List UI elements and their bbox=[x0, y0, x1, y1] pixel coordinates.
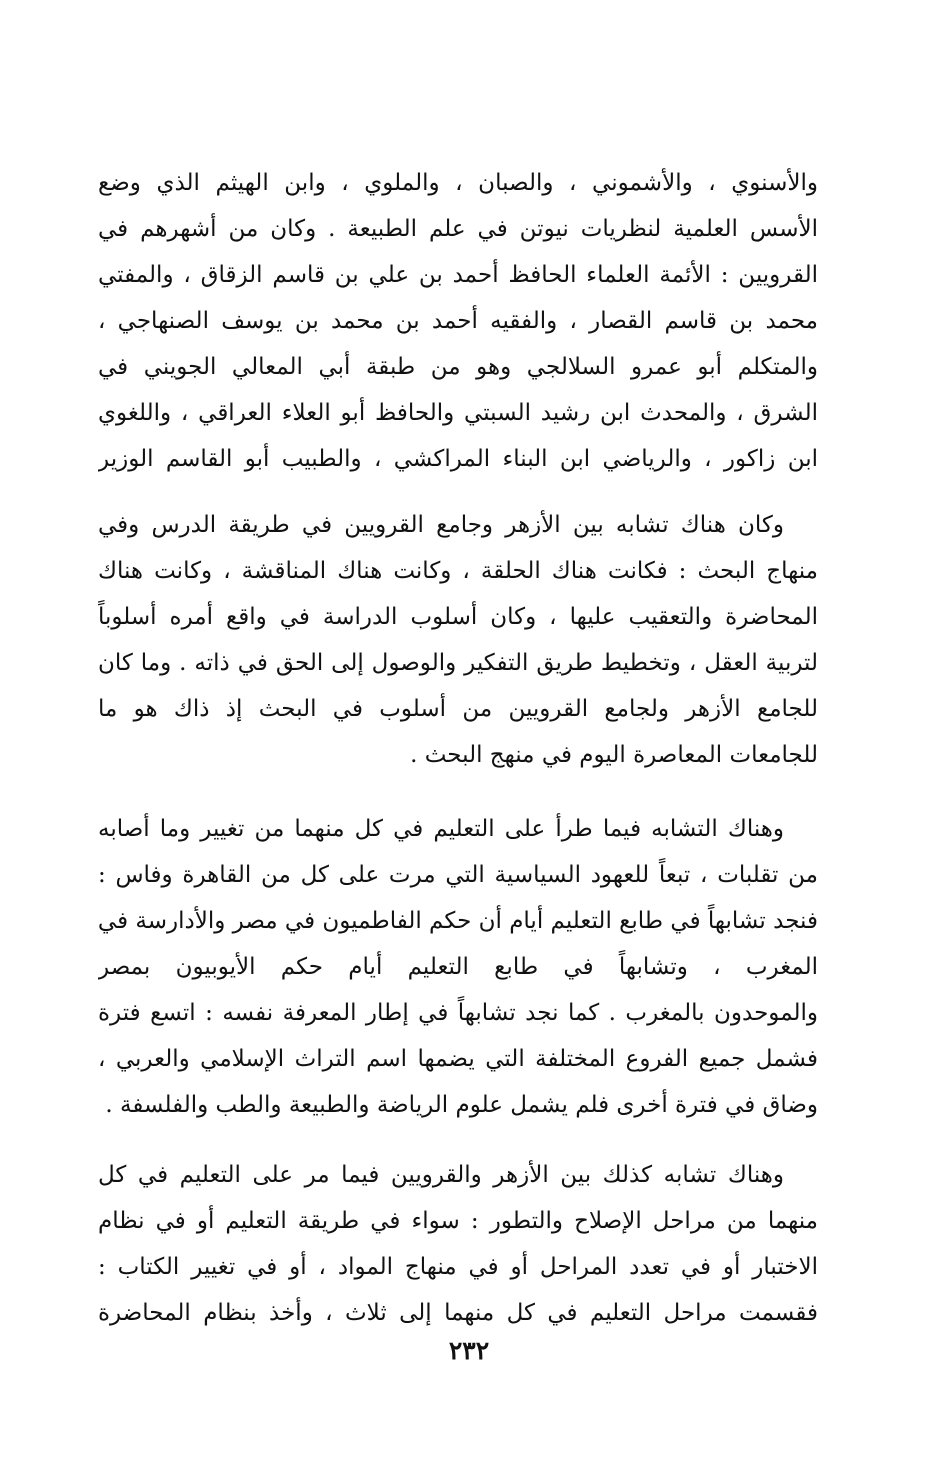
text-line: الأسس العلمية لنظريات نيوتن في علم الطبيعة . وكان من أشهرهم في bbox=[98, 216, 818, 242]
text-line: المحاضرة والتعقيب عليها ، وكان أسلوب الدراسة في واقع أمره أسلوباً bbox=[98, 604, 818, 630]
text-line: فنجد تشابهاً في طابع التعليم أيام أن حكم الفاطميون في مصر والأدارسة في bbox=[98, 908, 818, 934]
text-line: الاختبار أو في تعدد المراحل أو في منهاج المواد ، أو في تغيير الكتاب : bbox=[98, 1254, 818, 1280]
text-line: والموحدون بالمغرب . كما نجد تشابهاً في إطار المعرفة نفسه : اتسع فترة bbox=[98, 1000, 818, 1026]
text-line: وضاق في فترة أخرى فلم يشمل علوم الرياضة والطبيعة والطب والفلسفة . bbox=[105, 1092, 818, 1118]
text-line: وهناك تشابه كذلك بين الأزهر والقرويين فيما مر على التعليم في كل bbox=[98, 1162, 784, 1188]
text-line: والأسنوي ، والأشموني ، والصبان ، والملوي ، وابن الهيثم الذي وضع bbox=[98, 170, 818, 196]
text-line: محمد بن قاسم القصار ، والفقيه أحمد بن محمد بن يوسف الصنهاجي ، bbox=[98, 308, 818, 334]
text-line: فقسمت مراحل التعليم في كل منهما إلى ثلاث ، وأخذ بنظام المحاضرة bbox=[98, 1300, 818, 1326]
paragraph-1 bbox=[98, 160, 818, 482]
paragraph-2 bbox=[98, 502, 818, 778]
paragraph-gap bbox=[98, 1128, 818, 1152]
text-line: وهناك التشابه فيما طرأ على التعليم في كل منهما من تغيير وما أصابه bbox=[98, 816, 784, 842]
paragraph-gap bbox=[98, 778, 818, 806]
text-line: لتربية العقل ، وتخطيط طريق التفكير والوصول إلى الحق في ذاته . وما كان bbox=[98, 650, 818, 676]
text-line: القرويين : الأئمة العلماء الحافظ أحمد بن علي بن قاسم الزقاق ، والمفتي bbox=[98, 262, 818, 288]
text-line: للجامع الأزهر ولجامع القرويين من أسلوب في البحث إذ ذاك هو ما bbox=[98, 696, 818, 722]
text-line: من تقلبات ، تبعاً للعهود السياسية التي مرت على كل من القاهرة وفاس : bbox=[98, 862, 818, 888]
text-line: للجامعات المعاصرة اليوم في منهج البحث . bbox=[410, 742, 818, 768]
paragraph-4 bbox=[98, 1152, 818, 1336]
text-line: منهما من مراحل الإصلاح والتطور : سواء في طريقة التعليم أو في نظام bbox=[98, 1208, 818, 1234]
paragraph-3 bbox=[98, 806, 818, 1128]
text-line: وكان هناك تشابه بين الأزهر وجامع القرويين في طريقة الدرس وفي bbox=[98, 512, 784, 538]
text-line: منهاج البحث : فكانت هناك الحلقة ، وكانت هناك المناقشة ، وكانت هناك bbox=[98, 558, 818, 584]
page-body bbox=[98, 160, 818, 1336]
text-line: فشمل جميع الفروع المختلفة التي يضمها اسم التراث الإسلامي والعربي ، bbox=[98, 1046, 818, 1072]
text-line: ابن زاكور ، والرياضي ابن البناء المراكشي ، والطبيب أبو القاسم الوزير bbox=[98, 446, 818, 472]
text-line: الشرق ، والمحدث ابن رشيد السبتي والحافظ أبو العلاء العراقي ، واللغوي bbox=[98, 400, 818, 426]
paragraph-gap bbox=[98, 482, 818, 502]
text-line: والمتكلم أبو عمرو السلالجي وهو من طبقة أبي المعالي الجويني في bbox=[98, 354, 818, 380]
page-number: ٢٣٢ bbox=[448, 1336, 490, 1365]
text-line: المغرب ، وتشابهاً في طابع التعليم أيام حكم الأيوبيون بمصر bbox=[98, 954, 818, 980]
